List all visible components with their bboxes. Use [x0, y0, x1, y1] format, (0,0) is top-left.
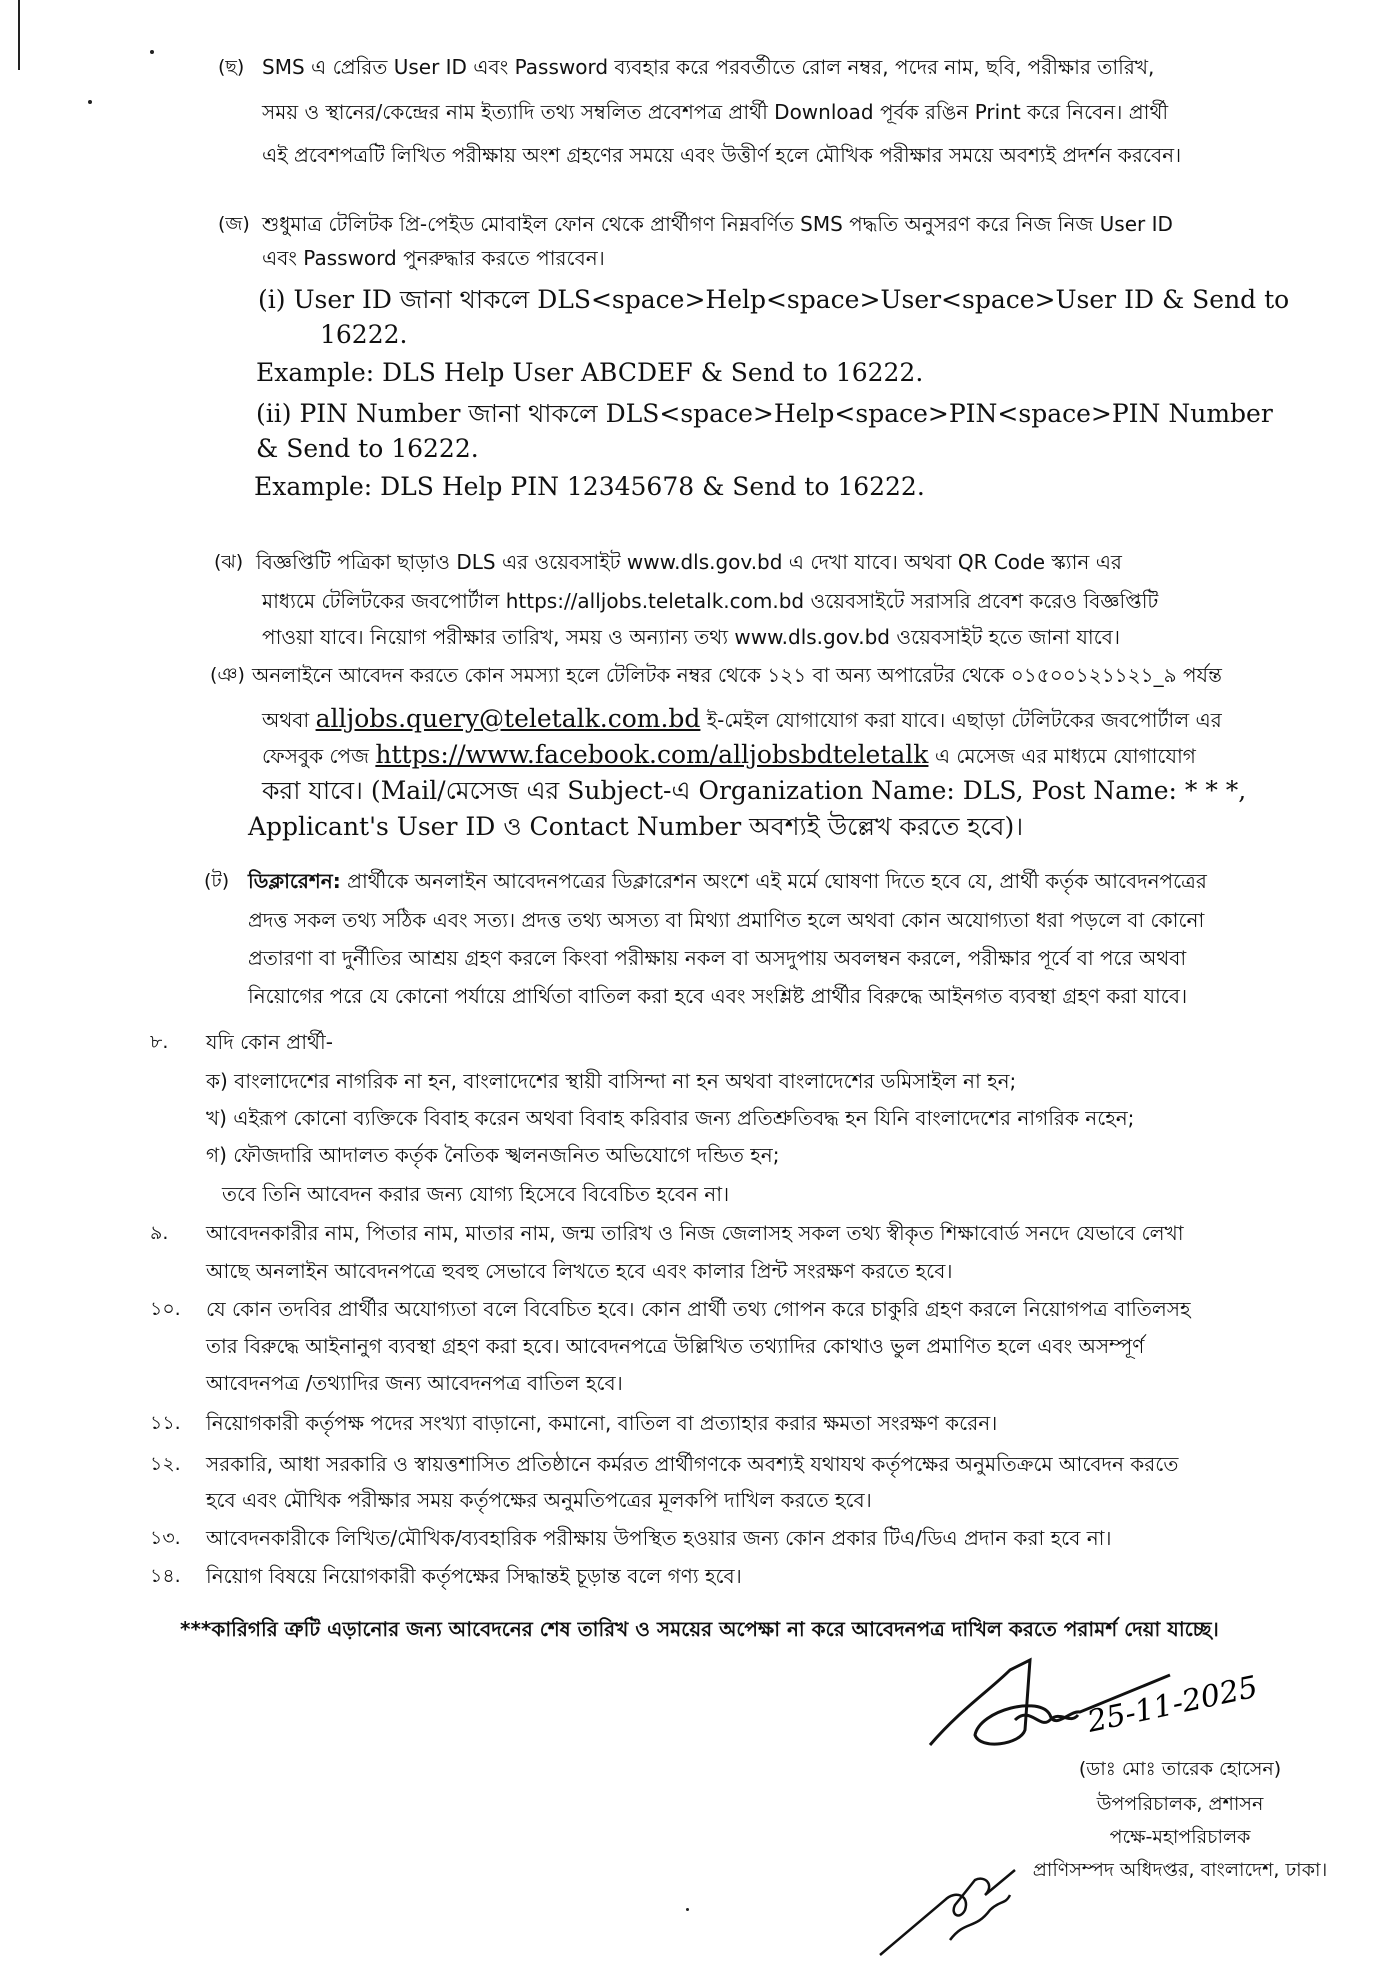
text-line: নিয়োগকারী কর্তৃপক্ষ পদের সংখ্যা বাড়ানো, কমানো, বাতিল বা প্রত্যাহার করার ক্ষমতা সংরক্ষণ করেন।: [206, 1411, 998, 1435]
text-line: হবে এবং মৌখিক পরীক্ষার সময় কর্তৃপক্ষের অনুমতিপত্রের মূলকপি দাখিল করতে হবে।: [206, 1488, 872, 1512]
text-line: আবেদনপত্র /তথ্যাদির জন্য আবেদনপত্র বাতিল হবে।: [206, 1371, 623, 1395]
scan-speck: [150, 50, 154, 54]
email-link[interactable]: alljobs.query@teletalk.com.bd: [315, 704, 701, 733]
item-number: ৮.: [150, 1031, 169, 1053]
text-line: যদি কোন প্রার্থী-: [206, 1030, 333, 1054]
item-number: ১১.: [150, 1412, 181, 1434]
item-number: ১৪.: [150, 1565, 181, 1587]
text-run: ফেসবুক পেজ: [262, 744, 370, 768]
text-line: মাধ্যমে টেলিটকের জবপোর্টাল https://alljobs.teletalk.com.bd ওয়েবসাইটে সরাসরি প্রবেশ করেও বিজ্ঞপ্তিটি: [262, 589, 1159, 613]
text-line: [262, 740, 1196, 771]
signatory-designation: উপপরিচালক, প্রশাসন: [1096, 1793, 1264, 1815]
facebook-link[interactable]: https://www.facebook.com/alljobsbdteletalk: [375, 740, 929, 769]
text-line: SMS এ প্রেরিত User ID এবং Password ব্যবহার করে পরবর্তীতে রোল নম্বর, পদের নাম, ছবি, পরীক্ষার তারিখ,: [262, 55, 1155, 79]
item-label: (ট): [204, 870, 230, 892]
text-line: এবং Password পুনরুদ্ধার করতে পারবেন।: [262, 246, 605, 270]
sms-instruction: (ii) PIN Number জানা থাকলে DLS<space>Help<space>PIN<space>PIN Number: [256, 399, 1273, 428]
text-line: তার বিরুদ্ধে আইনানুগ ব্যবস্থা গ্রহণ করা হবে। আবেদনপত্রে উল্লিখিত তথ্যাদির কোথাও ভুল প্রমাণিত হলে এবং অসম্পূর্ণ: [206, 1334, 1145, 1358]
signature-date: 25-11-2025: [1084, 1669, 1261, 1740]
item-number: ৯.: [150, 1222, 169, 1244]
item-number: ১০.: [150, 1298, 181, 1320]
footer-note: ***কারিগরি ত্রুটি এড়ানোর জন্য আবেদনের শেষ তারিখ ও সময়ের অপেক্ষা না করে আবেদনপত্র দাখিল করতে পরামর্শ দেয়া যাচ্ছে।: [180, 1617, 1219, 1641]
sms-instruction: & Send to 16222.: [256, 434, 479, 463]
text-line: গ) ফৌজদারি আদালত কর্তৃক নৈতিক স্খলনজনিত অভিযোগে দন্ডিত হন;: [206, 1143, 780, 1167]
text-line: খ) এইরূপ কোনো ব্যক্তিকে বিবাহ করেন অথবা বিবাহ করিবার জন্য প্রতিশ্রুতিবদ্ধ হন যিনি বাংলাদেশের নাগরিক নহেন;: [206, 1106, 1135, 1130]
text-line: Applicant's User ID ও Contact Number অবশ্যই উল্লেখ করতে হবে)।: [248, 812, 1024, 841]
text-line: তবে তিনি আবেদন করার জন্য যোগ্য হিসেবে বিবেচিত হবেন না।: [222, 1182, 730, 1206]
text-line: ক) বাংলাদেশের নাগরিক না হন, বাংলাদেশের স্থায়ী বাসিন্দা না হন অথবা বাংলাদেশের ডমিসাইল না হন;: [206, 1069, 1017, 1093]
signature-image: [920, 1650, 1280, 1760]
declaration-heading: ডিক্লারেশন:: [248, 869, 341, 893]
item-label: (ঝ): [214, 551, 244, 573]
text-line: বিজ্ঞপ্তিটি পত্রিকা ছাড়াও DLS এর ওয়েবসাইট www.dls.gov.bd এ দেখা যাবে। অথবা QR Code স্ক্যান এর: [256, 550, 1122, 574]
text-run: এ মেসেজ এর মাধ্যমে যোগাযোগ: [934, 744, 1196, 768]
text-line: আবেদনকারীর নাম, পিতার নাম, মাতার নাম, জন্ম তারিখ ও নিজ জেলাসহ সকল তথ্য স্বীকৃত শিক্ষাবোর্ড সনদে যেভাবে লেখা: [206, 1221, 1184, 1245]
text-line: [262, 704, 1222, 735]
signatory-on-behalf: পক্ষে-মহাপরিচালক: [1109, 1826, 1251, 1848]
signatory-name: (ডাঃ মোঃ তারেক হোসেন): [1078, 1758, 1282, 1780]
item-number: ১৩.: [150, 1527, 181, 1549]
text-line: শুধুমাত্র টেলিটক প্রি-পেইড মোবাইল ফোন থেকে প্রার্থীগণ নিম্নবর্ণিত SMS পদ্ধতি অনুসরণ করে নিজ নিজ User ID: [262, 212, 1173, 236]
scan-edge: [18, 0, 20, 70]
sms-example: Example: DLS Help PIN 12345678 & Send to 16222.: [254, 472, 925, 501]
text-line: নিয়োগের পরে যে কোনো পর্যায়ে প্রার্থিতা বাতিল করা হবে এবং সংশ্লিষ্ট প্রার্থীর বিরুদ্ধে আইনগত ব্যবস্থা গ্রহণ করা যাবে।: [248, 984, 1188, 1008]
text-line: [248, 866, 1207, 896]
sms-instruction: (i) User ID জানা থাকলে DLS<space>Help<space>User<space>User ID & Send to: [258, 285, 1290, 314]
scan-speck: [686, 1908, 689, 1911]
signatory-office: প্রাণিসম্পদ অধিদপ্তর, বাংলাদেশ, ঢাকা।: [1032, 1859, 1328, 1881]
text-run: ই-মেইল যোগাযোগ করা যাবে। এছাড়া টেলিটকের জবপোর্টাল এর: [706, 708, 1222, 732]
text-line: সময় ও স্থানের/কেন্দ্রের নাম ইত্যাদি তথ্য সম্বলিত প্রবেশপত্র প্রার্থী Download পূর্বক রঙিন Print করে নিবেন। প্রার্থী: [262, 100, 1169, 124]
sms-example: Example: DLS Help User ABCDEF & Send to 16222.: [256, 358, 924, 387]
text-line: সরকারি, আধা সরকারি ও স্বায়ত্তশাসিত প্রতিষ্ঠানে কর্মরত প্রার্থীগণকে অবশ্যই যথাযথ কর্তৃপক্ষের অনুমতিক্রমে আবেদন করতে: [206, 1452, 1179, 1476]
text-line: প্রদত্ত সকল তথ্য সঠিক এবং সত্য। প্রদত্ত তথ্য অসত্য বা মিথ্যা প্রমাণিত হলে অথবা কোন অযোগ্যতা ধরা পড়লে বা কোনো: [248, 908, 1205, 932]
initial-scribble: [875, 1860, 1035, 1960]
text-run: অথবা: [262, 708, 310, 732]
sms-instruction: 16222.: [320, 320, 408, 349]
text-run: প্রার্থীকে অনলাইন আবেদনপত্রের ডিক্লারেশন অংশে এই মর্মে ঘোষণা দিতে হবে যে, প্রার্থী কর্তৃক আবেদনপত্রের: [347, 869, 1207, 893]
text-line: প্রতারণা বা দুর্নীতির আশ্রয় গ্রহণ করলে কিংবা পরীক্ষায় নকল বা অসদুপায় অবলম্বন করলে, পরীক্ষার পূর্বে বা পরে অথবা: [248, 946, 1187, 970]
text-line: নিয়োগ বিষয়ে নিয়োগকারী কর্তৃপক্ষের সিদ্ধান্তই চূড়ান্ত বলে গণ্য হবে।: [206, 1564, 742, 1588]
text-line: যে কোন তদবির প্রার্থীর অযোগ্যতা বলে বিবেচিত হবে। কোন প্রার্থী তথ্য গোপন করে চাকুরি গ্রহণ করলে নিয়োগপত্র বাতিলসহ: [206, 1297, 1191, 1321]
item-label: (ঞ): [210, 664, 245, 686]
text-line: আছে অনলাইন আবেদনপত্রে হুবহু সেভাবে লিখতে হবে এবং কালার প্রিন্ট সংরক্ষণ করতে হবে।: [206, 1259, 953, 1283]
scan-speck: [88, 100, 92, 104]
text-line: পাওয়া যাবে। নিয়োগ পরীক্ষার তারিখ, সময় ও অন্যান্য তথ্য www.dls.gov.bd ওয়েবসাইট হতে জানা যাবে।: [262, 625, 1121, 649]
text-line: অনলাইনে আবেদন করতে কোন সমস্যা হলে টেলিটক নম্বর থেকে ১২১ বা অন্য অপারেটর থেকে ০১৫০০১২১১২১_৯ পর্যন্ত: [252, 663, 1222, 687]
item-label: (ছ): [218, 56, 245, 78]
text-line: করা যাবে। (Mail/মেসেজ এর Subject-এ Organization Name: DLS, Post Name: * * *,: [262, 776, 1247, 805]
text-line: এই প্রবেশপত্রটি লিখিত পরীক্ষায় অংশ গ্রহণের সময়ে এবং উত্তীর্ণ হলে মৌখিক পরীক্ষার সময়ে অবশ্যই প্রদর্শন করবেন।: [262, 143, 1182, 167]
text-line: আবেদনকারীকে লিখিত/মৌখিক/ব্যবহারিক পরীক্ষায় উপস্থিত হওয়ার জন্য কোন প্রকার টিএ/ডিএ প্রদান করা হবে না।: [206, 1526, 1112, 1550]
item-number: ১২.: [150, 1453, 181, 1475]
item-label: (জ): [218, 213, 250, 235]
